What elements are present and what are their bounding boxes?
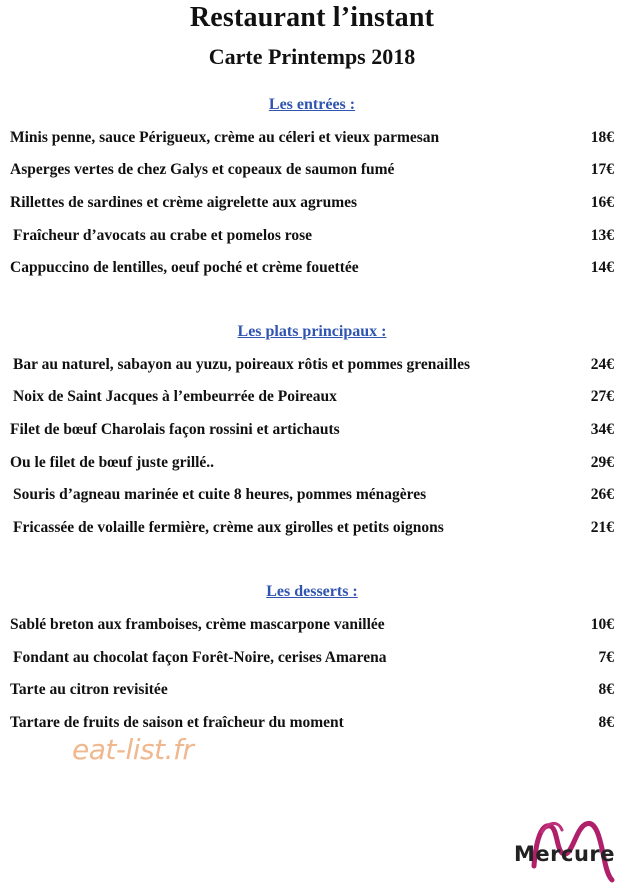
menu-item (10, 679, 614, 701)
mercure-logo (512, 818, 624, 885)
menu-item-price: 10€ (590, 616, 614, 633)
menu-item-price: 14€ (590, 259, 614, 276)
section-title-entrees: Les entrées : (268, 96, 356, 113)
menu-item (10, 127, 614, 149)
menu-item-name: Noix de Saint Jacques à l’embeurrée de Poireaux (13, 388, 337, 405)
menu-item-name: Fondant au chocolat façon Forêt-Noire, cerises Amarena (13, 649, 387, 666)
menu-item-price: 17€ (590, 161, 614, 178)
section-title-plats: Les plats principaux : (237, 323, 387, 340)
menu-item-price: 8€ (598, 681, 614, 698)
menu-item (10, 712, 614, 734)
menu-item (10, 647, 614, 669)
restaurant-title: Restaurant l’instant (189, 2, 435, 33)
menu-item-name: Bar au naturel, sabayon au yuzu, poireaux rôtis et pommes grenailles (13, 356, 470, 373)
menu-item (10, 225, 614, 247)
menu-item-price: 18€ (590, 129, 614, 146)
menu-item (10, 192, 614, 214)
menu-subtitle: Carte Printemps 2018 (208, 44, 416, 69)
menu-item (10, 517, 614, 539)
menu-item-name: Tarte au citron revisitée (10, 681, 168, 698)
menu-item-price: 7€ (598, 649, 614, 666)
menu-item-name: Souris d’agneau marinée et cuite 8 heures, pommes ménagères (13, 486, 427, 503)
watermark-text: eat-list.fr (72, 733, 194, 766)
menu-item-name: Sablé breton aux framboises, crème mascarpone vanillée (10, 616, 385, 633)
menu-item (10, 354, 614, 376)
mercure-logo-word: Mercure (514, 842, 615, 866)
menu-item-price: 34€ (590, 421, 614, 438)
menu-item-name: Cappuccino de lentilles, oeuf poché et crème fouettée (10, 259, 359, 276)
menu-item-name: Tartare de fruits de saison et fraîcheur du moment (10, 714, 344, 731)
menu-item (10, 419, 614, 441)
menu-item-price: 29€ (590, 454, 614, 471)
menu-item-price: 24€ (590, 356, 614, 373)
menu-item-name: Fricassée de volaille fermière, crème aux girolles et petits oignons (13, 519, 444, 536)
menu-item-price: 13€ (590, 227, 614, 244)
menu-item-name: Fraîcheur d’avocats au crabe et pomelos rose (13, 227, 313, 244)
menu-item (10, 257, 614, 279)
menu-item-name: Rillettes de sardines et crème aigrelette aux agrumes (10, 194, 358, 211)
menu-item-price: 21€ (590, 519, 614, 536)
menu-item-price: 26€ (590, 486, 614, 503)
menu-item-name: Ou le filet de bœuf juste grillé.. (10, 454, 215, 471)
menu-item-price: 16€ (590, 194, 614, 211)
menu-item-name: Minis penne, sauce Périgueux, crème au céleri et vieux parmesan (10, 129, 440, 146)
section-title-desserts: Les desserts : (266, 583, 358, 600)
menu-item (10, 452, 614, 474)
menu-item-name: Filet de bœuf Charolais façon rossini et artichauts (10, 421, 340, 438)
menu-item-price: 8€ (598, 714, 614, 731)
menu-item-name: Asperges vertes de chez Galys et copeaux de saumon fumé (10, 161, 395, 178)
menu-item (10, 386, 614, 408)
menu-item (10, 484, 614, 506)
menu-item (10, 159, 614, 181)
menu-item-price: 27€ (590, 388, 614, 405)
menu-item (10, 614, 614, 636)
